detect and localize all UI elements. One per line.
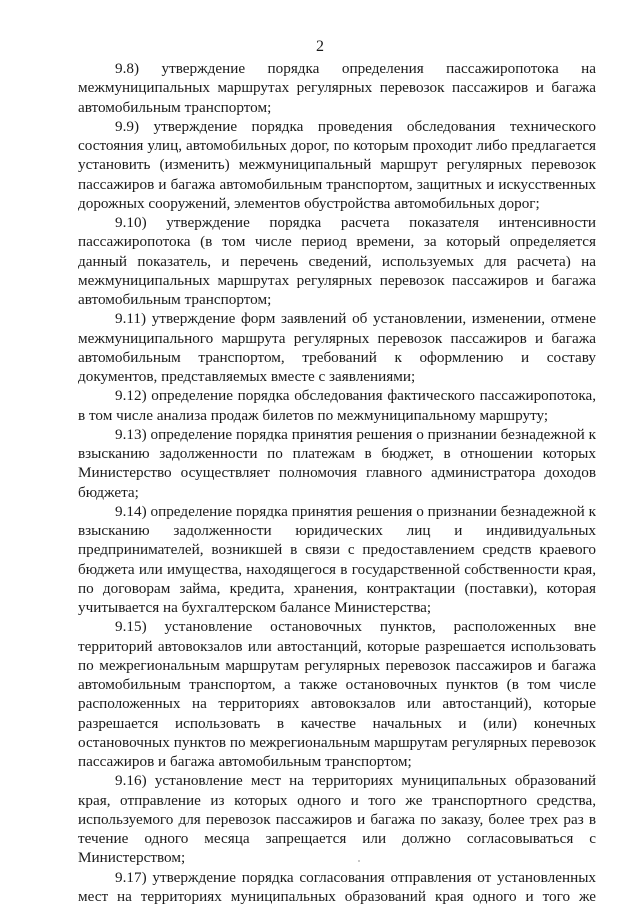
paragraph-9-15: 9.15) установление остановочных пунктов, расположенных вне территорий автовокзалов или автостанций, которые разрешается использовать по межрегиональным маршрутам регулярных перевозок пассажиров и багажа автомобильным транспортом, а также остановочных пунктов (в том числе расположенных на территориях автовокзалов или автостанций), которые разрешается использовать в качестве начальных и (или) конечных остановочных пунктов по межрегиональным маршрутам регулярных перевозок пассажиров и багажа автомобильным транспортом; [78, 617, 596, 771]
paragraph-9-13: 9.13) определение порядка принятия решения о признании безнадежной к взысканию задолженности по платежам в бюджет, в отношении которых Министерство осуществляет полномочия главного администратора доходов бюджета; [78, 425, 596, 502]
paragraph-9-17: 9.17) утверждение порядка согласования отправления от установленных мест на территориях муниципальных образований края одного и того же [78, 868, 596, 906]
paragraph-9-11: 9.11) утверждение форм заявлений об установлении, изменении, отмене межмуниципального маршрута регулярных перевозок пассажиров и багажа автомобильным транспортом, требований к оформлению и составу документов, представляемых вместе с заявлениями; [78, 309, 596, 386]
paragraph-9-9: 9.9) утверждение порядка проведения обследования технического состояния улиц, автомобильных дорог, по которым проходит либо предлагается установить (изменить) межмуниципальный маршрут регулярных перевозок пассажиров и багажа автомобильным транспортом, защитных и искусственных дорожных сооружений, элементов обустройства автомобильных дорог; [78, 117, 596, 213]
paragraph-9-8: 9.8) утверждение порядка определения пассажиропотока на межмуниципальных маршрутах регулярных перевозок пассажиров и багажа автомобильным транспортом; [78, 59, 596, 117]
scan-speck [358, 860, 360, 862]
page-number: 2 [0, 38, 640, 56]
paragraph-9-16: 9.16) установление мест на территориях муниципальных образований края, отправление из которых одного и того же транспортного средства, используемого для перевозок пассажиров и багажа по заказу, более трех раз в течение одного месяца запрещается или должно согласовываться с Министерством; [78, 771, 596, 867]
paragraph-9-10: 9.10) утверждение порядка расчета показателя интенсивности пассажиропотока (в том числе период времени, за который определяется данный показатель, и перечень сведений, используемых для расчета) на межмуниципальных маршрутах регулярных перевозок пассажиров и багажа автомобильным транспортом; [78, 213, 596, 309]
document-body [78, 59, 596, 906]
paragraph-9-14: 9.14) определение порядка принятия решения о признании безнадежной к взысканию задолженности юридических лиц и индивидуальных предпринимателей, возникшей в связи с предоставлением средств краевого бюджета или имущества, находящегося в государственной собственности края, по договорам займа, кредита, хранения, контрактации (поставки), которая учитывается на бухгалтерском балансе Министерства; [78, 502, 596, 618]
paragraph-9-12: 9.12) определение порядка обследования фактического пассажиропотока, в том числе анализа продаж билетов по межмуниципальному маршруту; [78, 386, 596, 425]
